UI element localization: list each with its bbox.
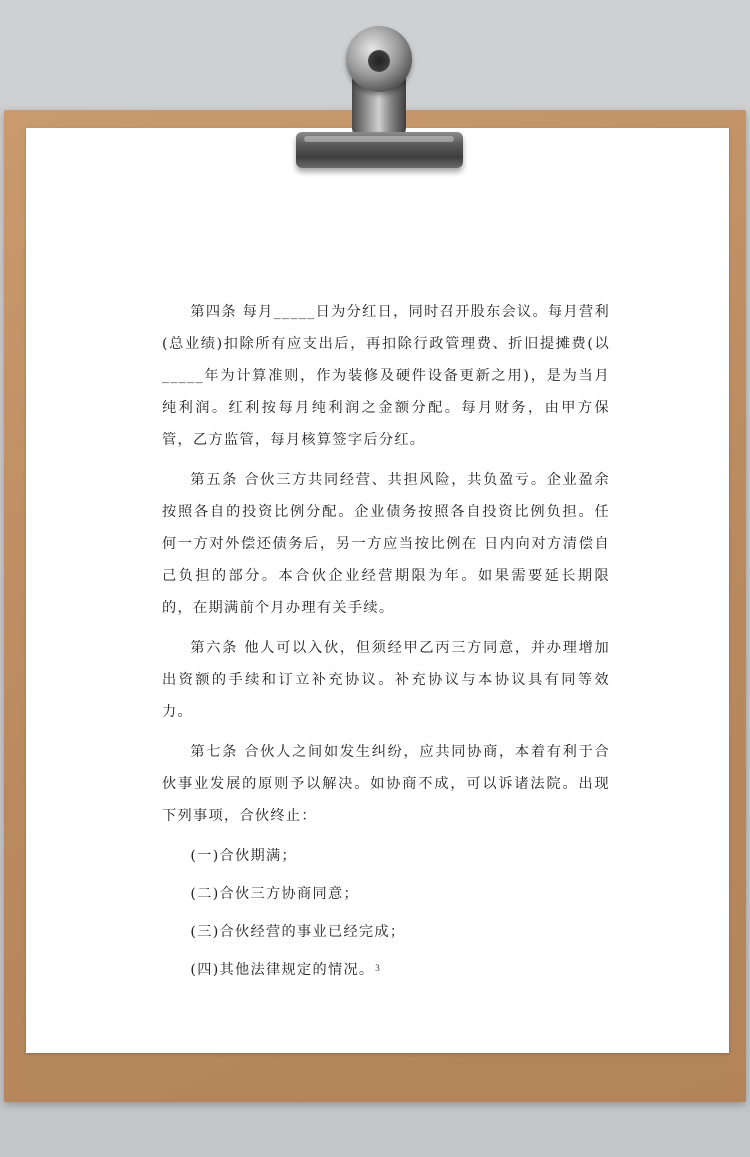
article-5: 第五条 合伙三方共同经营、共担风险，共负盈亏。企业盈余按照各自的投资比例分配。企业债务按照各自投资比例负担。任何一方对外偿还债务后，另一方应当按比例在 日内向对方清偿自己负担的部分。本合伙企业经营期限为年。如果需要延长期限的，在期满前个月办理有关手续。	[162, 472, 610, 616]
list-item: (三)合伙经营的事业已经完成；	[190, 924, 406, 940]
clip-hole-icon	[368, 50, 390, 72]
list-item: (四)其他法律规定的情况。	[190, 962, 375, 978]
clip-highlight	[304, 136, 454, 142]
list-item: (一)合伙期满；	[190, 848, 297, 864]
list-item: (二)合伙三方协商同意；	[190, 886, 359, 902]
page-number: 3	[375, 963, 380, 973]
document-body	[162, 296, 610, 992]
article-7: 第七条 合伙人之间如发生纠纷，应共同协商，本着有利于合伙事业发展的原则予以解决。如协商不成，可以诉诸法院。出现下列事项，合伙终止：	[162, 744, 610, 824]
article-4: 第四条 每月_____日为分红日，同时召开股东会议。每月营利(总业绩)扣除所有应支出后，再扣除行政管理费、折旧提摊费(以_____年为计算准则，作为装修及硬件设备更新之用)，是为当月纯利润。红利按每月纯利润之金额分配。每月财务，由甲方保管，乙方监管，每月核算签字后分红。	[162, 304, 610, 448]
article-6: 第六条 他人可以入伙，但须经甲乙丙三方同意，并办理增加出资额的手续和订立补充协议。补充协议与本协议具有同等效力。	[162, 640, 610, 720]
